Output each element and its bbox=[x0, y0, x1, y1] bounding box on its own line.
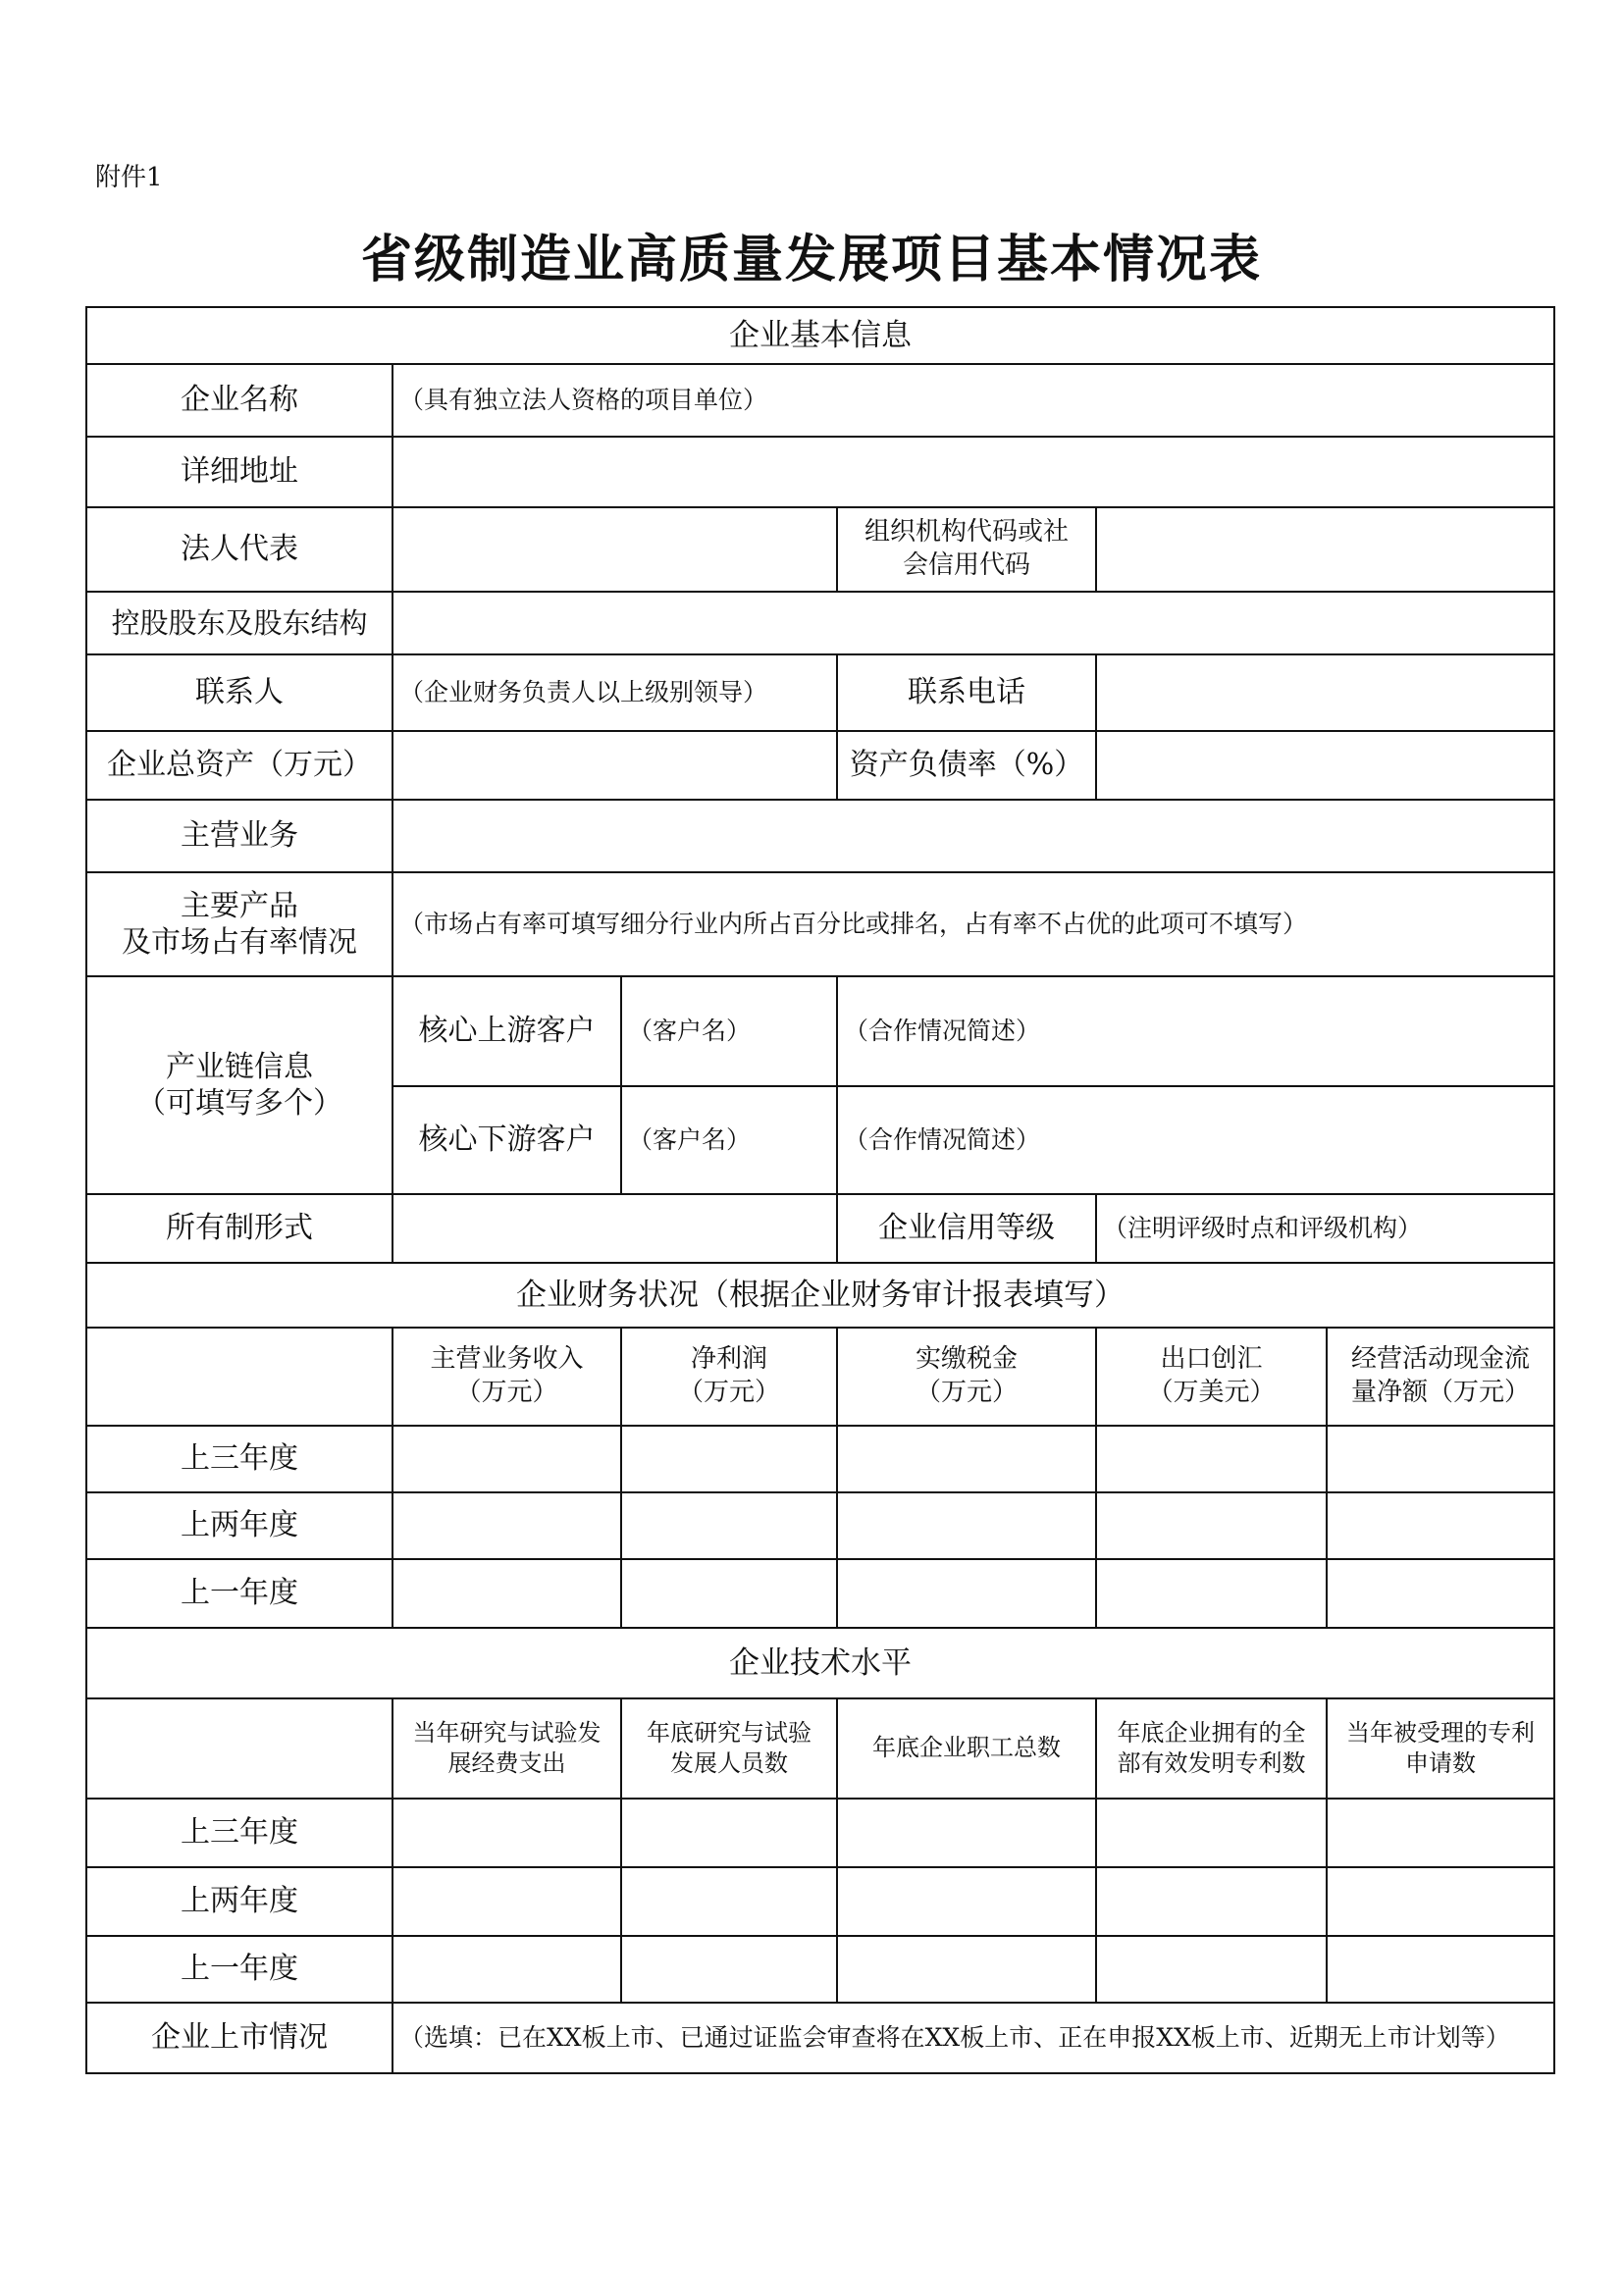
tech-cell[interactable] bbox=[621, 1867, 837, 1936]
finance-cell[interactable] bbox=[837, 1492, 1096, 1559]
finance-cell[interactable] bbox=[837, 1559, 1096, 1628]
contact-field[interactable]: （企业财务负责人以上级别领导） bbox=[393, 654, 837, 731]
finance-header-cashflow bbox=[1327, 1328, 1554, 1426]
downstream-customer-label: 核心下游客户 bbox=[393, 1086, 621, 1194]
org-code-field[interactable] bbox=[1096, 507, 1554, 592]
tech-header-rd-staff-line2: 发展人员数 bbox=[670, 1749, 788, 1777]
finance-cell[interactable] bbox=[621, 1559, 837, 1628]
downstream-customer-name-field[interactable]: （客户名） bbox=[621, 1086, 837, 1194]
finance-header-revenue-line1: 主营业务收入 bbox=[430, 1344, 584, 1375]
tech-header-rd-staff-line1: 年底研究与试验 bbox=[647, 1718, 812, 1747]
listing-label: 企业上市情况 bbox=[86, 2003, 393, 2073]
finance-header-net-profit bbox=[621, 1328, 837, 1426]
contact-label: 联系人 bbox=[86, 654, 393, 731]
finance-year-label: 上一年度 bbox=[86, 1559, 393, 1628]
finance-cell[interactable] bbox=[1327, 1492, 1554, 1559]
address-field[interactable] bbox=[393, 437, 1554, 507]
total-assets-field[interactable] bbox=[393, 731, 837, 800]
org-code-label bbox=[837, 507, 1096, 592]
tech-cell[interactable] bbox=[621, 1936, 837, 2003]
tech-cell[interactable] bbox=[837, 1867, 1096, 1936]
debt-ratio-label: 资产负债率（%） bbox=[837, 731, 1096, 800]
main-products-label-line2: 及市场占有率情况 bbox=[122, 925, 357, 960]
finance-header-tax bbox=[837, 1328, 1096, 1426]
finance-header-export bbox=[1096, 1328, 1327, 1426]
address-label: 详细地址 bbox=[86, 437, 393, 507]
finance-header-export-line2: （万美元） bbox=[1147, 1378, 1276, 1407]
finance-cell[interactable] bbox=[1327, 1559, 1554, 1628]
tech-header-patents bbox=[1096, 1698, 1327, 1799]
tech-year-label: 上三年度 bbox=[86, 1799, 393, 1867]
tech-header-applications-line1: 当年被受理的专利 bbox=[1346, 1718, 1536, 1747]
tech-cell[interactable] bbox=[1096, 1799, 1327, 1867]
tech-year-label: 上两年度 bbox=[86, 1867, 393, 1936]
finance-header-export-line1: 出口创汇 bbox=[1160, 1344, 1263, 1375]
shareholders-label: 控股股东及股东结构 bbox=[86, 592, 393, 654]
tech-header-patents-line1: 年底企业拥有的全 bbox=[1117, 1718, 1306, 1747]
industry-chain-label-line1: 产业链信息 bbox=[166, 1049, 313, 1084]
tech-cell[interactable] bbox=[1327, 1936, 1554, 2003]
tech-cell[interactable] bbox=[1327, 1799, 1554, 1867]
tech-cell[interactable] bbox=[1327, 1867, 1554, 1936]
phone-field[interactable] bbox=[1096, 654, 1554, 731]
debt-ratio-field[interactable] bbox=[1096, 731, 1554, 800]
industry-chain-label-line2: （可填写多个） bbox=[136, 1086, 342, 1121]
company-name-field[interactable]: （具有独立法人资格的项目单位） bbox=[393, 364, 1554, 437]
finance-cell[interactable] bbox=[1096, 1426, 1327, 1492]
finance-cell[interactable] bbox=[1327, 1426, 1554, 1492]
org-code-label-line2: 会信用代码 bbox=[902, 550, 1030, 580]
tech-header-rd-expense-line1: 当年研究与试验发 bbox=[412, 1718, 602, 1747]
finance-header-cashflow-line1: 经营活动现金流 bbox=[1351, 1344, 1531, 1375]
tech-header-corner bbox=[86, 1698, 393, 1799]
finance-header-tax-line1: 实缴税金 bbox=[915, 1344, 1018, 1375]
ownership-field[interactable] bbox=[393, 1194, 837, 1263]
legal-rep-label: 法人代表 bbox=[86, 507, 393, 592]
tech-cell[interactable] bbox=[1096, 1936, 1327, 2003]
upstream-customer-name-field[interactable]: （客户名） bbox=[621, 976, 837, 1086]
main-products-field[interactable]: （市场占有率可填写细分行业内所占百分比或排名，占有率不占优的此项可不填写） bbox=[393, 872, 1554, 976]
tech-header-employees-line1: 年底企业职工总数 bbox=[872, 1734, 1061, 1762]
tech-cell[interactable] bbox=[837, 1936, 1096, 2003]
finance-header-tax-line2: （万元） bbox=[915, 1378, 1018, 1407]
section-finance: 企业财务状况（根据企业财务审计报表填写） bbox=[86, 1263, 1554, 1328]
main-business-label: 主营业务 bbox=[86, 800, 393, 872]
tech-cell[interactable] bbox=[837, 1799, 1096, 1867]
tech-cell[interactable] bbox=[393, 1936, 621, 2003]
upstream-customer-label: 核心上游客户 bbox=[393, 976, 621, 1086]
total-assets-label: 企业总资产（万元） bbox=[86, 731, 393, 800]
section-tech: 企业技术水平 bbox=[86, 1628, 1554, 1698]
finance-cell[interactable] bbox=[393, 1559, 621, 1628]
tech-cell[interactable] bbox=[1096, 1867, 1327, 1936]
finance-cell[interactable] bbox=[393, 1426, 621, 1492]
page-title: 省级制造业高质量发展项目基本情况表 bbox=[360, 230, 1262, 289]
tech-header-applications-line2: 申请数 bbox=[1405, 1749, 1477, 1777]
finance-cell[interactable] bbox=[1096, 1559, 1327, 1628]
tech-year-label: 上一年度 bbox=[86, 1936, 393, 2003]
finance-header-net-profit-line2: （万元） bbox=[677, 1378, 780, 1407]
tech-header-rd-staff bbox=[621, 1698, 837, 1799]
ownership-label: 所有制形式 bbox=[86, 1194, 393, 1263]
company-name-label: 企业名称 bbox=[86, 364, 393, 437]
finance-year-label: 上两年度 bbox=[86, 1492, 393, 1559]
tech-header-rd-expense-line2: 展经费支出 bbox=[447, 1749, 566, 1777]
main-business-field[interactable] bbox=[393, 800, 1554, 872]
tech-cell[interactable] bbox=[621, 1799, 837, 1867]
listing-field[interactable]: （选填：已在XX板上市、已通过证监会审查将在XX板上市、正在申报XX板上市、近期无上市计划等） bbox=[393, 2003, 1554, 2073]
upstream-cooperation-field[interactable]: （合作情况简述） bbox=[837, 976, 1554, 1086]
finance-header-corner bbox=[86, 1328, 393, 1426]
main-products-label bbox=[86, 872, 393, 976]
org-code-label-line1: 组织机构代码或社 bbox=[864, 517, 1069, 548]
finance-header-revenue-line2: （万元） bbox=[455, 1378, 558, 1407]
credit-level-label: 企业信用等级 bbox=[837, 1194, 1096, 1263]
downstream-cooperation-field[interactable]: （合作情况简述） bbox=[837, 1086, 1554, 1194]
finance-header-cashflow-line2: 量净额（万元） bbox=[1351, 1378, 1531, 1407]
finance-header-revenue bbox=[393, 1328, 621, 1426]
finance-cell[interactable] bbox=[621, 1492, 837, 1559]
tech-cell[interactable] bbox=[393, 1799, 621, 1867]
tech-header-employees bbox=[837, 1698, 1096, 1799]
main-products-label-line1: 主要产品 bbox=[181, 888, 298, 923]
finance-cell[interactable] bbox=[837, 1426, 1096, 1492]
section-basic-info: 企业基本信息 bbox=[86, 307, 1554, 364]
industry-chain-label bbox=[86, 976, 393, 1194]
phone-label: 联系电话 bbox=[837, 654, 1096, 731]
attachment-label: 附件1 bbox=[95, 163, 163, 192]
tech-cell[interactable] bbox=[393, 1867, 621, 1936]
finance-header-net-profit-line1: 净利润 bbox=[690, 1344, 767, 1375]
finance-cell[interactable] bbox=[393, 1492, 621, 1559]
credit-level-field[interactable]: （注明评级时点和评级机构） bbox=[1096, 1194, 1554, 1263]
tech-header-patents-line2: 部有效发明专利数 bbox=[1117, 1749, 1306, 1777]
finance-cell[interactable] bbox=[1096, 1492, 1327, 1559]
legal-rep-field[interactable] bbox=[393, 507, 837, 592]
tech-header-rd-expense bbox=[393, 1698, 621, 1799]
finance-year-label: 上三年度 bbox=[86, 1426, 393, 1492]
tech-header-applications bbox=[1327, 1698, 1554, 1799]
finance-cell[interactable] bbox=[621, 1426, 837, 1492]
project-info-table bbox=[85, 306, 1555, 2074]
shareholders-field[interactable] bbox=[393, 592, 1554, 654]
